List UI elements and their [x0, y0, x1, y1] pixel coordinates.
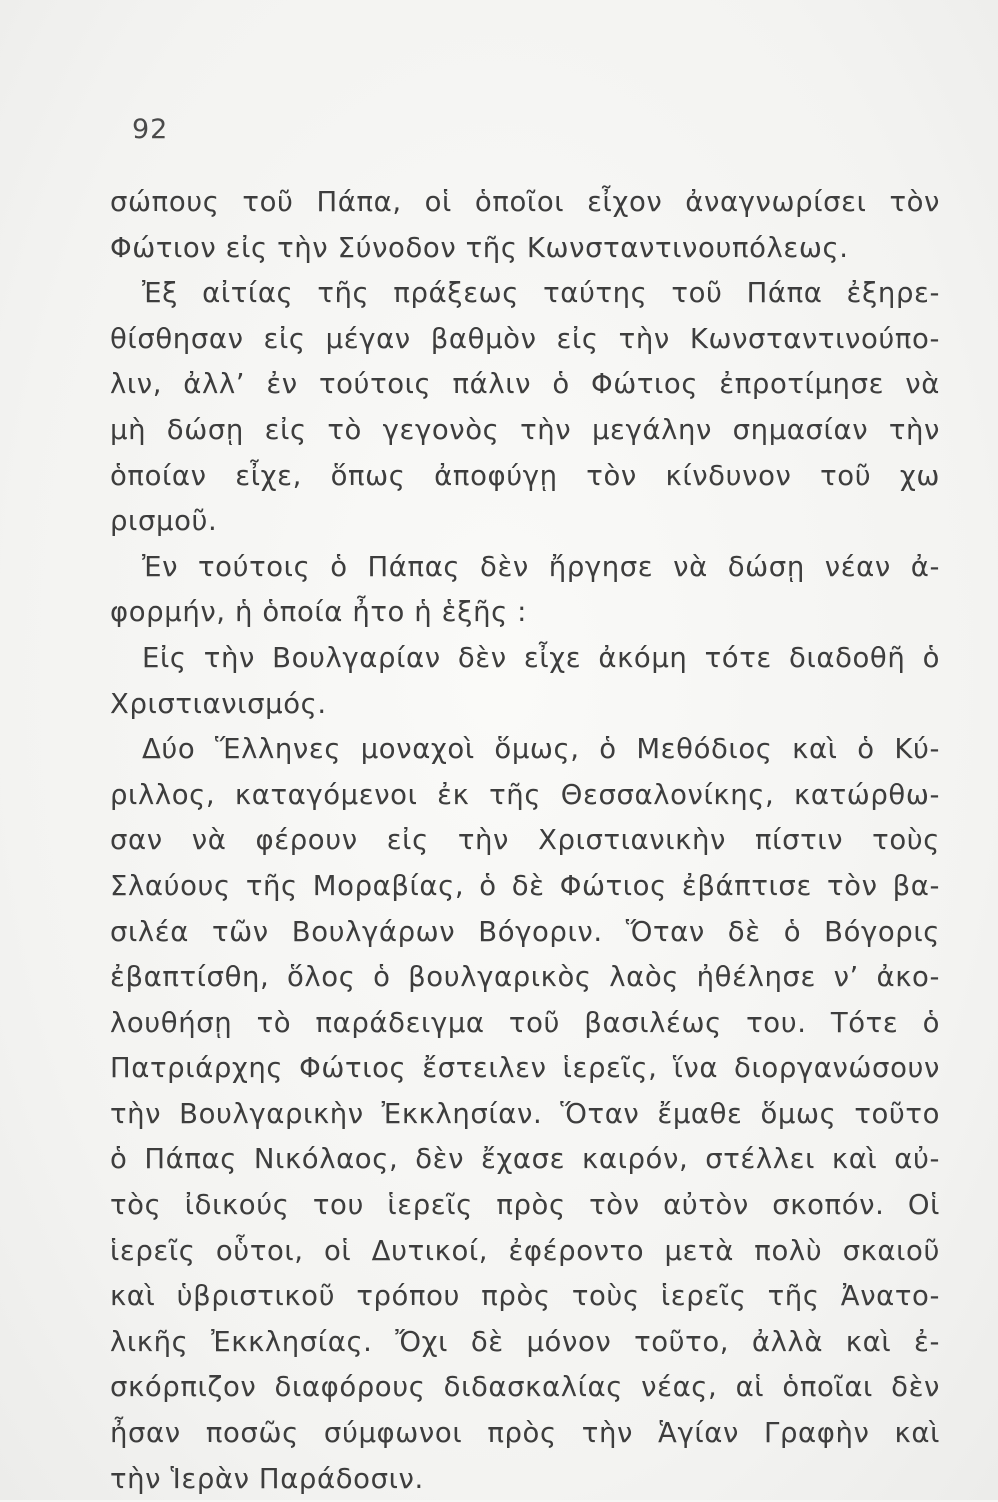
page-number: 92 — [132, 114, 169, 145]
text-line: τὴν Βουλγαρικὴν Ἐκκλησίαν. Ὅταν ἔμαθε ὅμως τοῦτο — [110, 1097, 940, 1130]
text-line: ρισμοῦ. — [110, 505, 218, 538]
text-line: καὶ ὑβριστικοῦ τρόπου πρὸς τοὺς ἱερεῖς τῆς Ἀνατο- — [110, 1280, 940, 1313]
text-line: λικῆς Ἐκκλησίας. Ὄχι δὲ μόνον τοῦτο, ἀλλὰ καὶ ἐ- — [110, 1325, 940, 1358]
text-line: σιλέα τῶν Βουλγάρων Βόγοριν. Ὅταν δὲ ὁ Βόγορις — [110, 915, 940, 948]
text-line: Δύο Ἕλληνες μοναχοὶ ὅμως, ὁ Μεθόδιος καὶ ὁ Κύ- — [142, 733, 940, 766]
text-line: σαν νὰ φέρουν εἰς τὴν Χριστιανικὴν πίστιν τοὺς — [110, 824, 940, 857]
text-line: ὁποίαν εἶχε, ὅπως ἀποφύγῃ τὸν κίνδυνον τοῦ χω — [110, 459, 940, 492]
text-line: ἐβαπτίσθη, ὅλος ὁ βουλγαρικὸς λαὸς ἠθέλησε ν’ ἀκο- — [110, 961, 940, 994]
text-line: ὁ Πάπας Νικόλαος, δὲν ἔχασε καιρόν, στέλλει καὶ αὐ- — [110, 1143, 940, 1176]
text-line: τὴν Ἱερὰν Παράδοσιν. — [110, 1462, 424, 1495]
text-line: Φώτιον εἰς τὴν Σύνοδον τῆς Κωνσταντινουπόλεως. — [110, 231, 849, 264]
text-line: Εἰς τὴν Βουλγαρίαν δὲν εἶχε ἀκόμη τότε διαδοθῆ ὁ — [142, 641, 940, 674]
text-line: λιν, ἀλλ’ ἐν τούτοις πάλιν ὁ Φώτιος ἐπροτίμησε νὰ — [110, 368, 940, 401]
text-line: Ἐν τούτοις ὁ Πάπας δὲν ἤργησε νὰ δώσῃ νέαν ἀ- — [142, 550, 940, 583]
text-line: Σλαύους τῆς Μοραβίας, ὁ δὲ Φώτιος ἐβάπτισε τὸν βα- — [110, 869, 940, 902]
text-line: μὴ δώσῃ εἰς τὸ γεγονὸς τὴν μεγάλην σημασίαν τὴν — [110, 413, 940, 446]
text-line: τὸς ἰδικούς του ἱερεῖς πρὸς τὸν αὐτὸν σκοπόν. Οἱ — [110, 1189, 940, 1222]
text-line: Πατριάρχης Φώτιος ἔστειλεν ἱερεῖς, ἵνα διοργανώσουν — [110, 1052, 940, 1085]
text-line: φορμήν, ἡ ὁποία ἦτο ἡ ἑξῆς : — [110, 596, 528, 629]
body-text — [110, 180, 940, 1502]
text-line: Χριστιανισμός. — [110, 687, 327, 720]
text-line: ἦσαν ποσῶς σύμφωνοι πρὸς τὴν Ἁγίαν Γραφὴν καὶ — [110, 1417, 940, 1450]
text-line: σώπους τοῦ Πάπα, οἱ ὁποῖοι εἶχον ἀναγνωρίσει τὸν — [110, 186, 940, 218]
text-line: ριλλος, καταγόμενοι ἐκ τῆς Θεσσαλονίκης, κατώρθω- — [110, 778, 940, 811]
text-line: ἱερεῖς οὗτοι, οἱ Δυτικοί, ἐφέροντο μετὰ πολὺ σκαιοῦ — [110, 1234, 940, 1267]
text-line: θίσθησαν εἰς μέγαν βαθμὸν εἰς τὴν Κωνσταντινούπο- — [110, 322, 940, 355]
text-line: Ἐξ αἰτίας τῆς πράξεως ταύτης τοῦ Πάπα ἐξηρε- — [142, 277, 940, 310]
text-line: σκόρπιζον διαφόρους διδασκαλίας νέας, αἱ ὁποῖαι δὲν — [110, 1371, 940, 1404]
text-line: λουθήσῃ τὸ παράδειγμα τοῦ βασιλέως του. Τότε ὁ — [110, 1006, 940, 1039]
